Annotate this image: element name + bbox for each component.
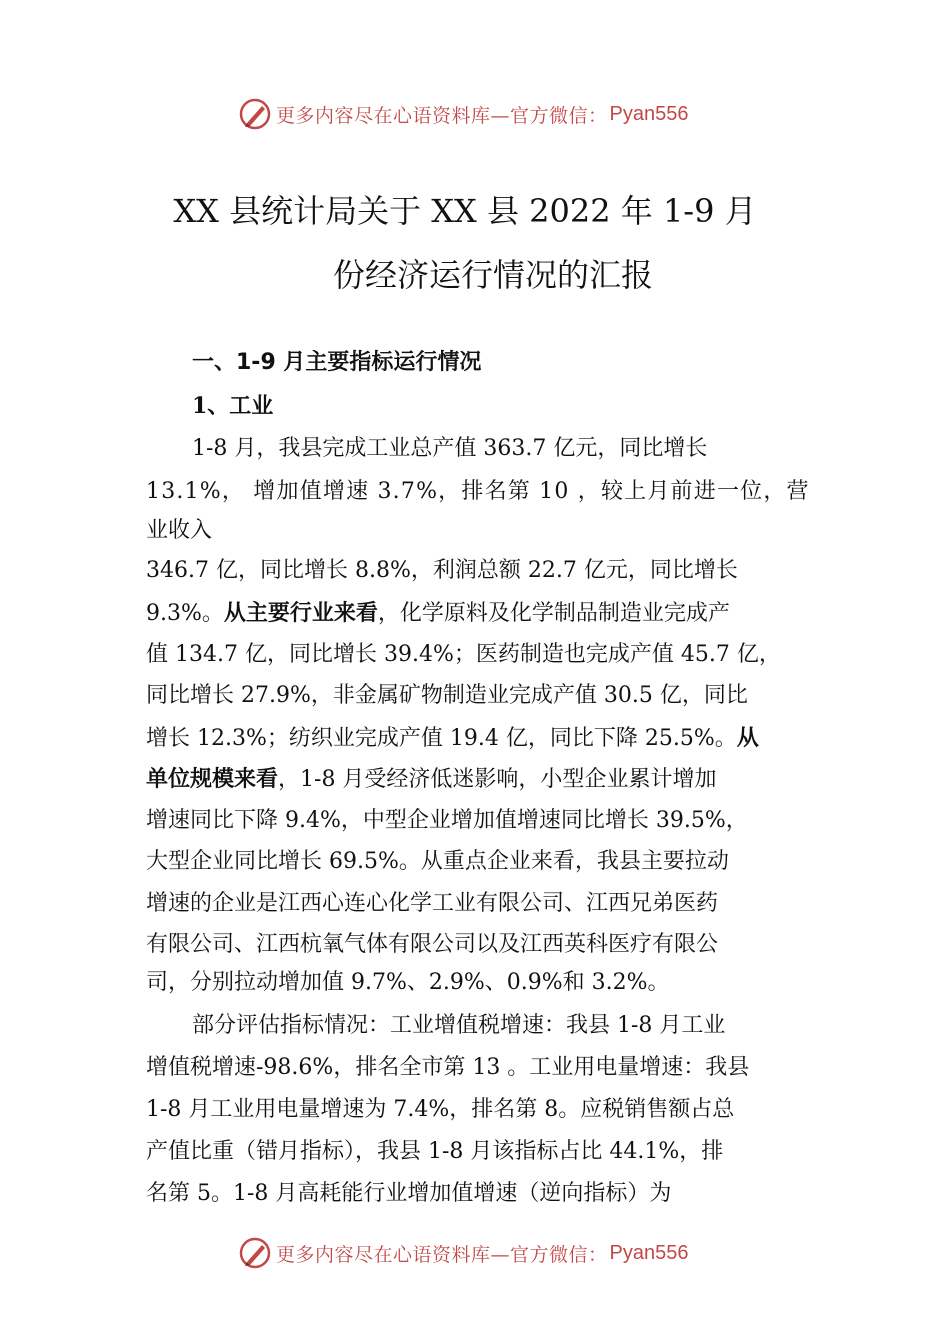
watermark-wechat-id: Pyan556 xyxy=(609,102,689,125)
text-run: ，1-8 月受经济低迷影响，小型企业累计增加 xyxy=(278,767,717,792)
text-run: 9.3%。 xyxy=(146,601,224,626)
watermark-text: 更多内容尽在心语资料库—官方微信： xyxy=(276,1243,608,1266)
emphasis-text: 从主要行业来看 xyxy=(223,600,378,626)
paragraph-line xyxy=(146,723,810,754)
paragraph-line: 值 134.7 亿，同比增长 39.4%；医药制造也完成产值 45.7 亿， xyxy=(146,642,781,667)
paragraph-line: 增值税增速-98.6%，排名全市第 13 。工业用电量增速：我县 xyxy=(146,1055,750,1080)
emphasis-text: 从 xyxy=(736,725,759,751)
text-run: 增长 12.3%；纺织业完成产值 19.4 亿，同比下降 25.5%。 xyxy=(146,726,737,751)
pen-logo-icon xyxy=(238,97,272,131)
paragraph-line: 1-8 月工业用电量增速为 7.4%，排名第 8。应税销售额占总 xyxy=(146,1097,735,1122)
paragraph-line xyxy=(146,764,810,795)
watermark-banner-top xyxy=(238,96,718,132)
paragraph-line: 名第 5。1-8 月高耗能行业增加值增速（逆向指标）为 xyxy=(146,1181,672,1206)
text-run: ，化学原料及化学制品制造业完成产 xyxy=(377,601,730,626)
paragraph-line: 司，分别拉动增加值 9.7%、2.9%、0.9%和 3.2%。 xyxy=(146,970,670,995)
paragraph-line: 产值比重（错月指标），我县 1-8 月该指标占比 44.1%，排 xyxy=(146,1139,724,1164)
sub-heading: 1、工业 xyxy=(192,393,274,419)
watermark-banner-bottom xyxy=(238,1235,718,1271)
paragraph-line: 1-8 月，我县完成工业总产值 363.7 亿元，同比增长 xyxy=(192,436,708,461)
section-heading: 一、1-9 月主要指标运行情况 xyxy=(192,350,482,375)
paragraph-line: 13.1%， 增加值增速 3.7%，排名第 10 ，较上月前进一位，营 xyxy=(146,479,810,504)
paragraph-line: 346.7 亿，同比增长 8.8%，利润总额 22.7 亿元，同比增长 xyxy=(146,558,738,583)
emphasis-text: 单位规模来看 xyxy=(146,766,279,792)
document-title-line-1: XX 县统计局关于 XX 县 2022 年 1-9 月 xyxy=(173,192,757,230)
paragraph-line: 增速的企业是江西心连心化学工业有限公司、江西兄弟医药 xyxy=(146,891,719,916)
paragraph-line: 业收入 xyxy=(146,518,213,543)
document-title-line-2: 份经济运行情况的汇报 xyxy=(332,256,653,294)
watermark-text: 更多内容尽在心语资料库—官方微信： xyxy=(276,104,608,127)
watermark-wechat-id: Pyan556 xyxy=(609,1241,689,1264)
paragraph-line: 增速同比下降 9.4%，中型企业增加值增速同比增长 39.5%， xyxy=(146,808,748,833)
paragraph-line: 部分评估指标情况：工业增值税增速：我县 1-8 月工业 xyxy=(192,1013,726,1038)
paragraph-line: 有限公司、江西杭氧气体有限公司以及江西英科医疗有限公 xyxy=(146,932,719,957)
paragraph-line: 同比增长 27.9%，非金属矿物制造业完成产值 30.5 亿，同比 xyxy=(146,683,748,708)
paragraph-line: 大型企业同比增长 69.5%。从重点企业来看，我县主要拉动 xyxy=(146,849,729,874)
pen-logo-icon xyxy=(238,1236,272,1270)
paragraph-line xyxy=(146,598,810,629)
